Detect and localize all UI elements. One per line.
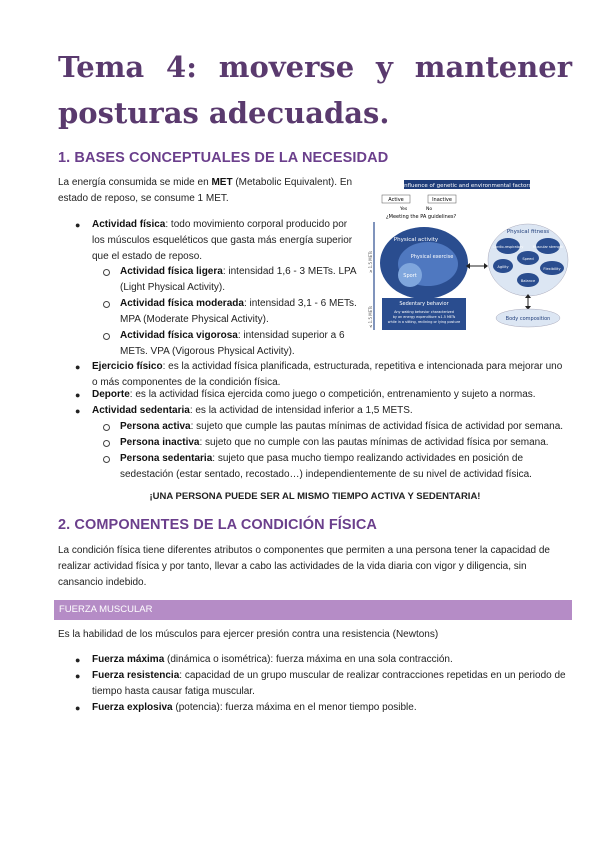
bullet-icon: ● <box>75 220 81 230</box>
bullet-icon: ● <box>75 362 81 372</box>
diagram-sedentary: Sedentary behavior <box>399 301 449 307</box>
diagram-inactive: Inactive <box>432 197 452 203</box>
section-2-heading: 2. COMPONENTES DE LA CONDICIÓN FÍSICA <box>58 517 377 533</box>
diagram-fitness-item: Muscular strength <box>532 245 564 249</box>
list-item-fuerza-resistencia: Fuerza resistencia: capacidad de un grupo muscular de realizar contracciones repetidas en un periodo de tiempo hasta causar fatiga muscular. <box>92 670 566 697</box>
diagram-fitness-item: Cardio-respiratory <box>492 245 524 249</box>
fuerza-definition: Es la habilidad de los músculos para ejercer presión contra una resistencia (Newtons) <box>58 629 439 640</box>
bullet-icon: ● <box>75 390 81 400</box>
diagram-axis-top: ≥ 1.5 METs <box>368 250 373 273</box>
diagram-no: No <box>426 207 433 212</box>
circle-bullet-icon <box>103 440 110 447</box>
diagram-axis-bottom: ≤ 1.5 METs <box>368 305 373 328</box>
bullet-icon: ● <box>75 703 81 713</box>
title-word: mantener <box>414 50 572 84</box>
list-item-fuerza-maxima: Fuerza máxima (dinámica o isométrica): fuerza máxima en una sola contracción. <box>92 654 453 665</box>
page-title <box>58 44 572 136</box>
diagram-sedentary-desc: Any waking behavior characterized <box>394 310 454 314</box>
circle-bullet-icon <box>103 333 110 340</box>
circle-bullet-icon <box>103 456 110 463</box>
list-item-ligera: Actividad física ligera: intensidad 1,6 - 3 METs. LPA (Light Physical Activity). <box>120 266 357 293</box>
list-item-moderada: Actividad física moderada: intensidad 3,1 - 6 METs. MPA (Moderate Physical Activity). <box>120 298 357 325</box>
diagram-fitness-item: Flexibility <box>543 267 561 271</box>
diagram-sedentary-desc: while in a sitting, reclining or lying posture <box>387 320 461 324</box>
bullet-icon: ● <box>75 406 81 416</box>
section-1-heading: 1. BASES CONCEPTUALES DE LA NECESIDAD <box>58 150 389 166</box>
list-item-persona-inactiva: Persona inactiva: sujeto que no cumple con las pautas mínimas de actividad física por semana. <box>120 437 549 448</box>
bullet-icon: ● <box>75 655 81 665</box>
section-2-intro: La condición física tiene diferentes atributos o componentes que permiten a una persona tener la capacidad de realizar actividad física y por tanto, llevar a cabo las actividades de la vida diaria con vigor y diligencia, sin cansancio indebido. <box>58 545 550 588</box>
diagram-fitness-item: Balance <box>520 279 536 283</box>
circle-bullet-icon <box>103 269 110 276</box>
diagram-active: Active <box>388 197 404 203</box>
list-item-ejercicio: Ejercicio físico: es la actividad física planificada, estructurada, repetitiva e intencionada para mejorar uno o más componentes de la condición física. <box>92 361 563 388</box>
list-item-actividad-fisica: Actividad física: todo movimiento corporal producido por los músculos esqueléticos que gasta más energía superior que el estado de reposo. <box>92 219 353 262</box>
diagram-physical-exercise: Physical exercise <box>410 254 454 260</box>
fuerza-muscular-bar: FUERZA MUSCULAR <box>54 600 572 620</box>
list-item-fuerza-explosiva: Fuerza explosiva (potencia): fuerza máxima en el menor tiempo posible. <box>92 702 417 713</box>
met-intro: La energía consumida se mide en MET (Metabolic Equivalent). En estado de reposo, se consume 1 MET. <box>58 177 353 204</box>
bullet-icon: ● <box>75 671 81 681</box>
list-item-persona-activa: Persona activa: sujeto que cumple las pautas mínimas de actividad física de actividad por semana. <box>120 421 564 432</box>
diagram-physical-activity: Physical activity <box>393 237 439 243</box>
list-item-persona-sedentaria: Persona sedentaria: sujeto que pasa mucho tiempo realizando actividades en posición de sedestación (estar sentado, recostado…) independientemente de su nivel de actividad física. <box>120 453 532 480</box>
diagram-yes: Yes <box>400 207 408 212</box>
circle-bullet-icon <box>103 301 110 308</box>
diagram-sedentary-desc: by an energy expenditure ≤1.5 METs <box>392 315 456 319</box>
diagram-fitness: Physical fitness <box>506 229 550 235</box>
title-word: 4: <box>166 50 197 84</box>
list-item-sedentaria: Actividad sedentaria: es la actividad de intensidad inferior a 1,5 METS. <box>92 405 413 416</box>
callout-text: ¡UNA PERSONA PUEDE SER AL MISMO TIEMPO ACTIVA Y SEDENTARIA! <box>149 491 481 502</box>
diagram-body-composition: Body composition <box>505 316 551 322</box>
diagram-fitness-item: Speed <box>522 257 534 261</box>
diagram-sport: Sport <box>403 273 417 279</box>
list-item-vigorosa: Actividad física vigorosa: intensidad superior a 6 METs. VPA (Vigorous Physical Activity). <box>120 330 345 357</box>
title-word: moverse <box>218 50 355 84</box>
physical-activity-diagram <box>366 178 574 338</box>
list-item-deporte: Deporte: es la actividad física ejercida como juego o competición, entrenamiento y sujeto a normas. <box>92 389 536 400</box>
diagram-header: Influence of genetic and environmental factors <box>402 183 532 189</box>
title-line-2: posturas adecuadas. <box>58 96 390 130</box>
title-word: Tema <box>58 50 145 84</box>
circle-bullet-icon <box>103 424 110 431</box>
diagram-meeting: ¿Meeting the PA guidelines? <box>386 214 457 220</box>
diagram-fitness-item: Agility <box>497 265 509 269</box>
title-word: y <box>376 50 393 84</box>
